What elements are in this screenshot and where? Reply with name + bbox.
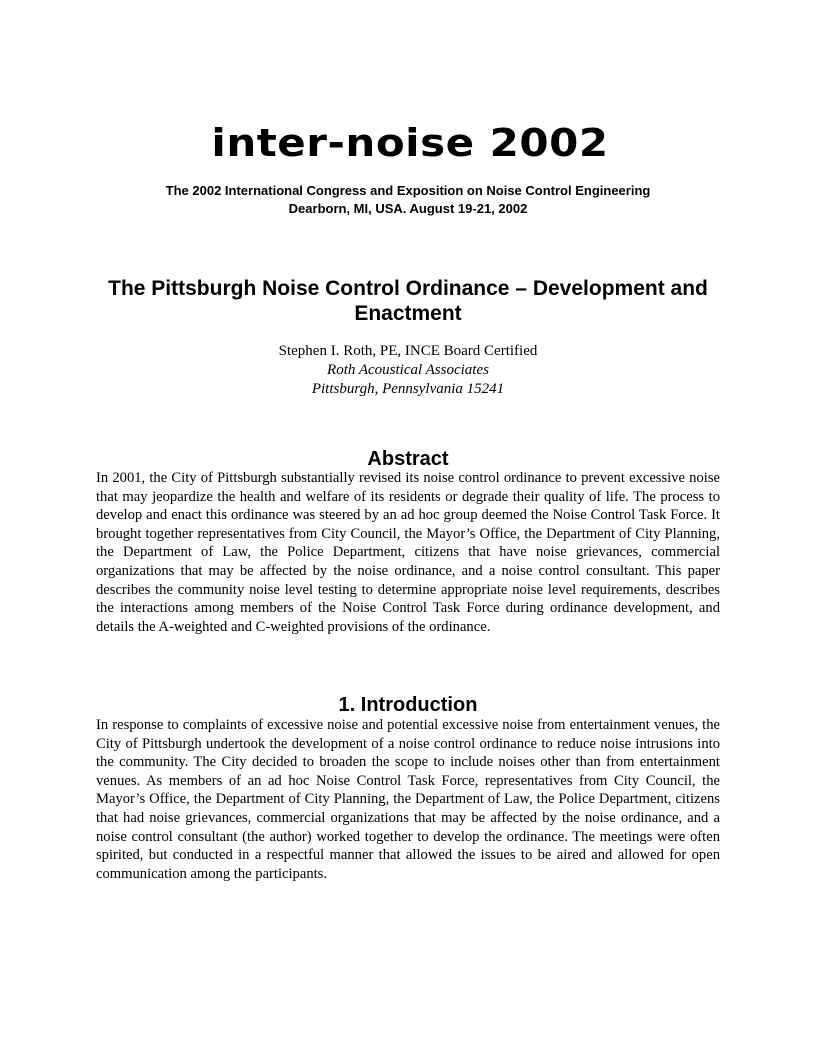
author-name: Stephen I. Roth, PE, INCE Board Certified — [278, 343, 538, 359]
paper-title: The Pittsburgh Noise Control Ordinance – Development and Enactment — [108, 277, 708, 325]
conference-name: The 2002 International Congress and Exposition on Noise Control Engineering — [165, 183, 651, 198]
introduction-text: In response to complaints of excessive noise and potential excessive noise from entertainment venues, the City of Pittsburgh undertook the development of a noise control ordinance to reduce noise intrusions into the community. The City decided to broaden the scope to include noises other than from entertainment venues. As members of an ad hoc Noise Control Task Force, representatives from City Council, the Mayor’s Office, the Department of City Planning, the Department of Law, the Police Department, citizens that had noise grievances, commercial organizations that may be affected by the noise ordinance, and a noise control consultant (the author) worked together to develop the ordinance. The meetings were often spirited, but conducted in a respectful manner that allowed the issues to be aired and allowed for open communication among the participants. — [96, 717, 720, 882]
author-block — [0, 342, 816, 399]
author-address: Pittsburgh, Pennsylvania 15241 — [311, 381, 505, 397]
logo-text: inter-noise 2002 — [211, 120, 609, 166]
author-affiliation: Roth Acoustical Associates — [327, 362, 489, 378]
abstract-heading: Abstract — [367, 448, 449, 470]
abstract-text: In 2001, the City of Pittsburgh substantially revised its noise control ordinance to prevent excessive noise that may jeopardize the health and welfare of its residents or degrade their quality of life. The process to develop and enact this ordinance was steered by an ad hoc group deemed the Noise Control Task Force. It brought together representatives from City Council, the Mayor’s Office, the Department of City Planning, the Department of Law, the Police Department, citizens that have noise grievances, commercial organizations that may be affected by the noise ordinance, and a noise control consultant. This paper describes the community noise level testing to determine appropriate noise level requirements, describes the interactions among members of the Noise Control Task Force during ordinance development, and details the A-weighted and C-weighted provisions of the ordinance. — [96, 470, 720, 635]
conference-logo — [0, 118, 816, 168]
introduction-heading: 1. Introduction — [338, 694, 478, 716]
conference-location-dates: Dearborn, MI, USA. August 19-21, 2002 — [288, 201, 528, 216]
